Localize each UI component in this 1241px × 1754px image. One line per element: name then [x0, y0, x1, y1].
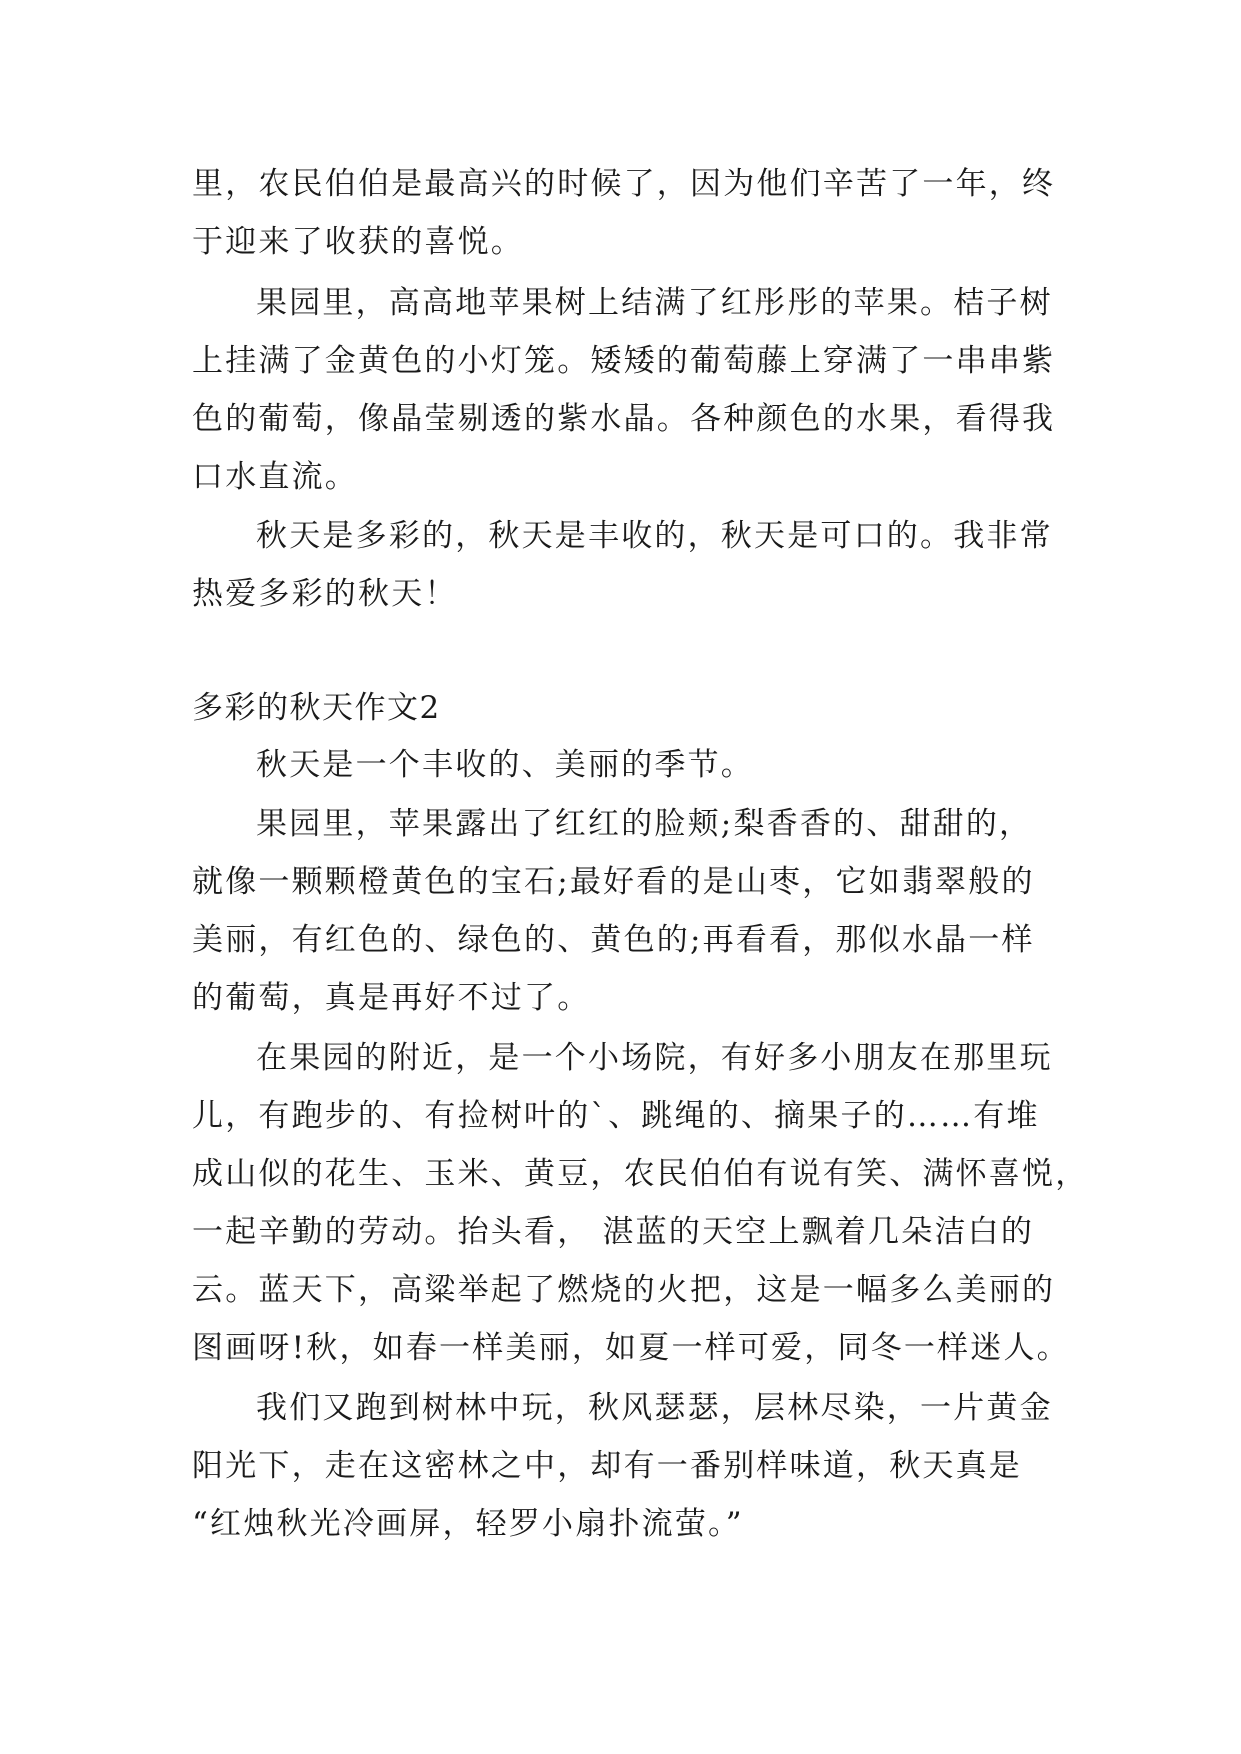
document-page	[192, 0, 1089, 1754]
paragraph-start: 果园里，苹果露出了红红的脸颊;梨香香的、甜甜的，	[256, 806, 1033, 842]
paragraph-start: 在果园的附近，是一个小场院，有好多小朋友在那里玩	[256, 1040, 1053, 1076]
paragraph-start: 果园里，高高地苹果树上结满了红彤彤的苹果。桔子树	[256, 285, 1053, 321]
text-line: 热爱多彩的秋天！	[192, 576, 458, 612]
text-line: 的葡萄，真是再好不过了。	[192, 980, 591, 1016]
section-title: 多彩的秋天作文2	[192, 690, 441, 726]
text-line: 美丽，有红色的、绿色的、黄色的;再看看，那似水晶一样	[192, 922, 1035, 958]
paragraph-start: 我们又跑到树林中玩，秋风瑟瑟，层林尽染，一片黄金	[256, 1390, 1053, 1426]
text-line: 色的葡萄，像晶莹剔透的紫水晶。各种颜色的水果，看得我	[192, 401, 1056, 437]
text-line: 于迎来了收获的喜悦。	[192, 224, 524, 260]
text-line: 上挂满了金黄色的小灯笼。矮矮的葡萄藤上穿满了一串串紫	[192, 343, 1056, 379]
text-line: 口水直流。	[192, 459, 358, 495]
text-line: 云。蓝天下，高粱举起了燃烧的火把，这是一幅多么美丽的	[192, 1272, 1056, 1308]
text-line: 里，农民伯伯是最高兴的时候了，因为他们辛苦了一年，终	[192, 166, 1056, 202]
text-line: 一起辛勤的劳动。抬头看， 湛蓝的天空上飘着几朵洁白的	[192, 1214, 1035, 1250]
text-line: 就像一颗颗橙黄色的宝石;最好看的是山枣，它如翡翠般的	[192, 864, 1035, 900]
text-line: “红烛秋光冷画屏，轻罗小扇扑流萤。”	[192, 1506, 744, 1542]
text-line: 成山似的花生、玉米、黄豆，农民伯伯有说有笑、满怀喜悦，	[192, 1156, 1089, 1192]
text-line: 阳光下，走在这密林之中，却有一番别样味道，秋天真是	[192, 1448, 1022, 1484]
paragraph-start: 秋天是多彩的，秋天是丰收的，秋天是可口的。我非常	[256, 518, 1053, 554]
text-line: 图画呀!秋，如春一样美丽，如夏一样可爱，同冬一样迷人。	[192, 1330, 1070, 1366]
text-line: 儿，有跑步的、有捡树叶的`、跳绳的、摘果子的……有堆	[192, 1098, 1040, 1134]
paragraph-start: 秋天是一个丰收的、美丽的季节。	[256, 747, 754, 783]
